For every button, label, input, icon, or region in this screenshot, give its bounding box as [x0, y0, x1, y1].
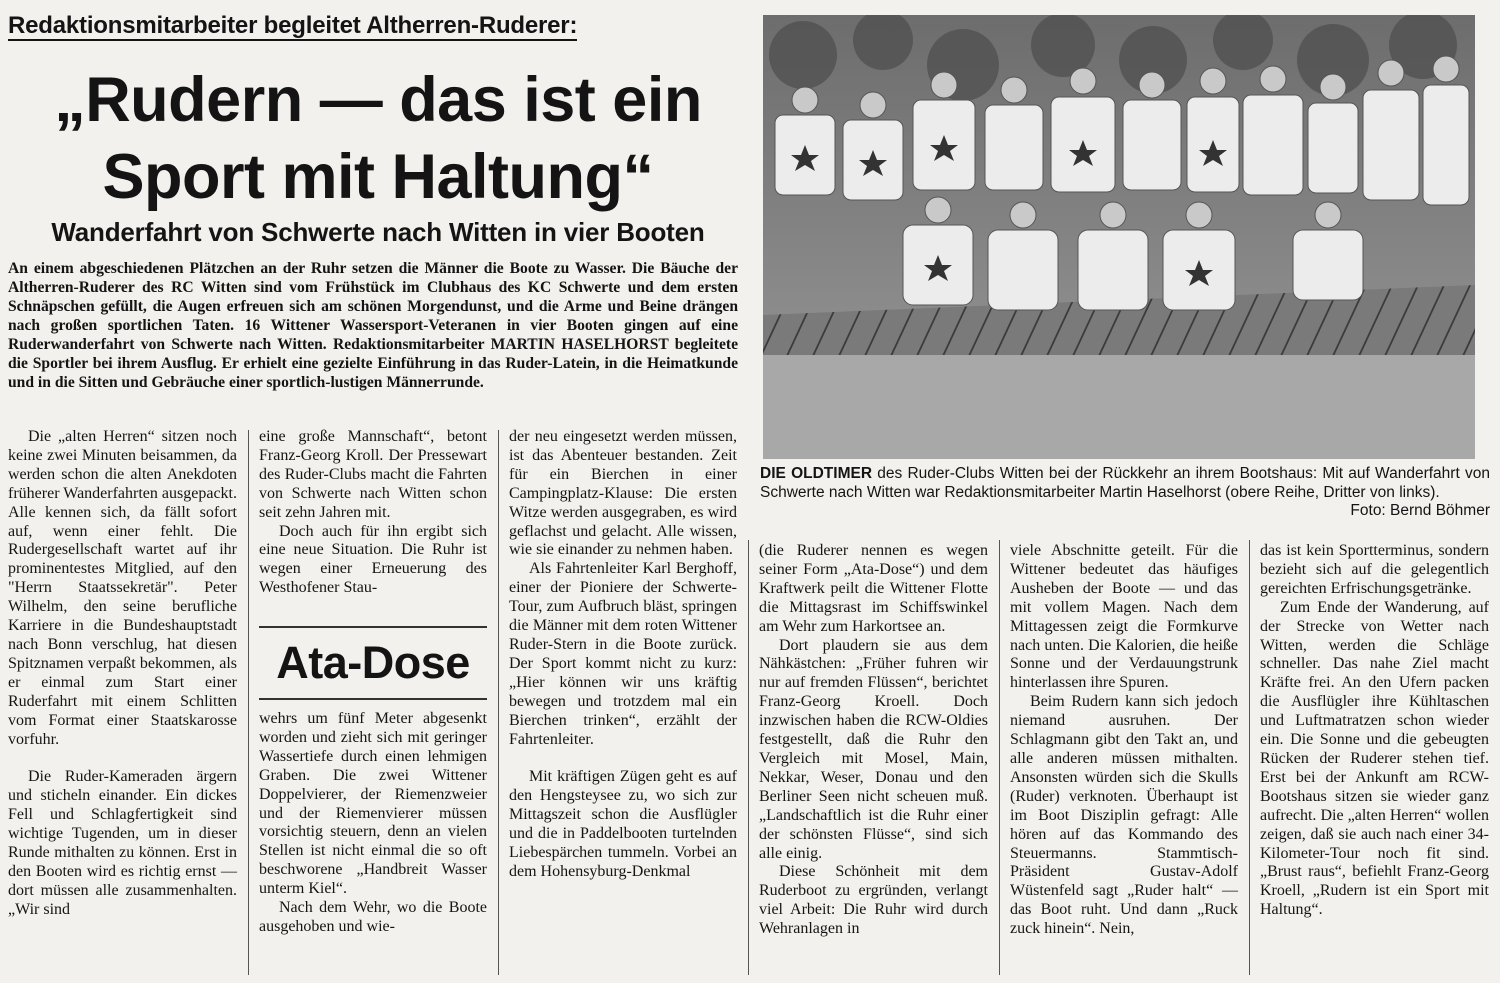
column-3: [509, 428, 737, 882]
photo-credit: Foto: Bernd Böhmer: [1350, 502, 1490, 519]
column-divider: [498, 430, 499, 975]
column-divider: [248, 430, 249, 975]
photo-caption: [760, 464, 1490, 502]
paragraph: Nach dem Wehr, wo die Boote ausgehoben und wie-: [259, 899, 487, 935]
column-5: [1010, 542, 1238, 939]
paragraph: das ist kein Sportterminus, sondern bezieht sich auf die gelegentlich gereichten Erfrischungsgetränke.: [1260, 542, 1489, 597]
paragraph: Diese Schönheit mit dem Ruderboot zu ergründen, verlangt viel Arbeit: Die Ruhr wird durch Wehranlagen in: [759, 863, 988, 938]
column-4: [759, 542, 988, 939]
column-divider: [999, 540, 1000, 975]
paragraph: Doch auch für ihn ergibt sich eine neue Situation. Die Ruhr ist wegen einer Erneuerung des Westhofener Stau-: [259, 522, 487, 597]
paragraph: Dort plaudern sie aus dem Nähkästchen: „Früher fuhren wir nur auf fremden Flüssen“, berichtet Franz-Georg Kroell. Doch inzwischen haben die RCW-Oldies festgestellt, daß die Ruhr den Vergleich mit Mosel, Main, Nekkar, Weser, Donau und den Berliner Seen nicht scheuen muß. „Landschaftlich ist die Ruhr einer der schönsten Flüsse“, sind sich alle einig.: [759, 636, 988, 862]
column-divider: [1249, 540, 1250, 975]
column-divider: [748, 540, 749, 975]
group-photo: [763, 15, 1475, 459]
rowers-photo-image: [763, 15, 1475, 459]
paragraph: viele Abschnitte geteilt. Für die Wittener bedeutet das häufiges Ausheben der Boote — und das mit vollem Magen. Nach dem Mittagessen zeigt die Formkurve nach unten. Die Kalorien, die heiße Sonne und der Verdauungstrunk hinterlassen ihre Spuren.: [1010, 542, 1238, 692]
paragraph: Als Fahrtenleiter Karl Berghoff, einer der Pioniere der Schwerte-Tour, zum Aufbruch bläst, springen die Männer mit dem roten Wittener Ruder-Stern in die Boote zurück. Der Sport kommt nicht zu kurz: „Hier können wir uns kräftig bewegen und trotzdem mal ein Bierchen trinken“, erzählt der Fahrtenleiter.: [509, 560, 737, 748]
headline-line-1: „Rudern — das ist ein: [54, 65, 702, 135]
paragraph: Mit kräftigen Zügen geht es auf den Hengsteysee zu, wo sich zur Mittagszeit schon die Ausflügler und die in Paddelbooten turtelnden Liebespärchen tummeln. Vorbei an dem Hohensyburg-Denkmal: [509, 768, 737, 880]
caption-text: des Ruder-Clubs Witten bei der Rückkehr an ihrem Bootshaus: Mit auf Wanderfahrt von Schwerte nach Witten war Redaktionsmitarbeiter Martin Haselhorst (obere Reihe, Dritter von links).: [760, 465, 1490, 501]
subheadline: Wanderfahrt von Schwerte nach Witten in vier Booten: [51, 217, 705, 247]
caption-lead: DIE OLDTIMER: [760, 465, 873, 482]
column-6: [1260, 542, 1489, 920]
subhead-ata-dose: Ata-Dose: [276, 637, 470, 688]
column-2-cont: [259, 710, 487, 937]
paragraph: der neu eingesetzt werden müssen, ist das Abenteuer bestanden. Zeit für ein Bierchen in einer Campingplatz-Klause: Die ersten Witze werden ausgegraben, es wird geflachst und gelacht. Alle wissen, wie sie einander zu nehmen haben.: [509, 428, 737, 559]
paragraph: (die Ruderer nennen es wegen seiner Form „Ata-Dose“) und dem Kraftwerk peilt die Wittener Flotte die Mittagsrast im Schiffswinkel am Wehr zum Harkortsee an.: [759, 542, 988, 635]
kicker-text: Redaktionsmitarbeiter begleitet Altherren-Ruderer:: [8, 12, 578, 39]
paragraph: wehrs um fünf Meter abgesenkt worden und zieht sich mit geringer Wassertiefe durch einen lehmigen Graben. Die zwei Wittener Doppelvierer, der Riemenzweier und der Riemenvierer müssen vorsichtig steuern, denn an vielen Stellen ist nicht einmal die so oft beschworene „Handbreit Wasser unterm Kiel“.: [259, 710, 487, 898]
column-2: [259, 428, 487, 598]
paragraph: eine große Mannschaft“, betont Franz-Georg Kroll. Der Pressewart des Ruder-Clubs macht die Fahrten von Schwerte nach Witten schon seit zehn Jahren mit.: [259, 428, 487, 521]
paragraph: Die Ruder-Kameraden ärgern und sticheln einander. Ein dickes Fell und Schlagfertigkeit sind wichtige Tugenden, um in dieser Runde mithalten zu können. Erst in den Booten wird es richtig ernst — dort müssen alle zusammenhalten. „Wir sind: [8, 768, 237, 918]
headline: [8, 62, 748, 216]
intro-paragraph: An einem abgeschiedenen Plätzchen an der Ruhr setzen die Männer die Boote zu Wasser. Die Bäuche der Altherren-Ruderer des RC Witten sind vom Frühstück im Clubhaus des KC Schwerte und dem ersten Schnäpschen gefüllt, die Augen erfreuen sich am schönen Morgendunst, und die Arme und Beine drängen nach großen sportlichen Taten. 16 Wittener Wassersport-Veteranen in vier Booten gingen auf eine Ruderwanderfahrt von Schwerte nach Witten. Redaktionsmitarbeiter MARTIN HASELHORST begleitete die Sportler bei ihrem Ausflug. Er erhielt eine gezielte Einführung in das Ruder-Latein, in die Heimatkunde und in die Sitten und Gebräuche einer sportlich-lustigen Männerrunde.: [8, 260, 738, 391]
paragraph: Zum Ende der Wanderung, auf der Strecke von Wetter nach Witten, werden die Schläge schneller. Das nahe Ziel macht Kräfte frei. An den Ufern packen die Ausflügler ihre Kühltaschen und Luftmatratzen schon wieder ein. Die Sonne und die gebeugten Rücken der Ruderer stehen tief. Erst bei der Ankunft am RCW-Bootshaus sitzen sie wieder ganz aufrecht. Die „alten Herren“ wollen zeigen, daß sie auch nach einer 34-Kilometer-Tour noch fit sind. „Brust raus“, befiehlt Franz-Georg Kroell, „Rudern ist ein Sport mit Haltung“.: [1260, 598, 1489, 919]
paragraph: Beim Rudern kann sich jedoch niemand ausruhen. Der Schlagmann gibt den Takt an, und alle anderen müssen mithalten. Ansonsten würden sich die Skulls (Ruder) verknoten. Überhaupt ist im Boot Disziplin gefragt: Alle hören auf das Kommando des Steuermanns. Stammtisch-Präsident Gustav-Adolf Wüstenfeld sagt „Ruder halt“ — das Boot ruht. Und dann „Ruck zuck hinein“. Nein,: [1010, 693, 1238, 938]
headline-line-2: Sport mit Haltung“: [102, 142, 654, 212]
subhead-rule-top: [259, 626, 487, 628]
column-1: [8, 428, 237, 920]
paragraph: Die „alten Herren“ sitzen noch keine zwei Minuten beisammen, da werden schon die alten Anekdoten früherer Wanderfahrten ausgepackt. Alle kennen sich, da fällt sofort auf, wenn einer fehlt. Die Rudergesellschaft wartet auf ihr prominentestes Mitglied, auf den "Herrn Staatssekretär". Peter Wilhelm, den seine berufliche Karriere in die Bundeshauptstadt nach Bonn verschlug, hat diesen Spitznamen verpaßt bekommen, als er einmal zum Start einer Ruderfahrt mit einem Schlitten vom Format einer Staatskarosse vorfuhr.: [8, 428, 237, 748]
kicker: [8, 12, 577, 40]
subhead-rule-bottom: [259, 698, 487, 700]
